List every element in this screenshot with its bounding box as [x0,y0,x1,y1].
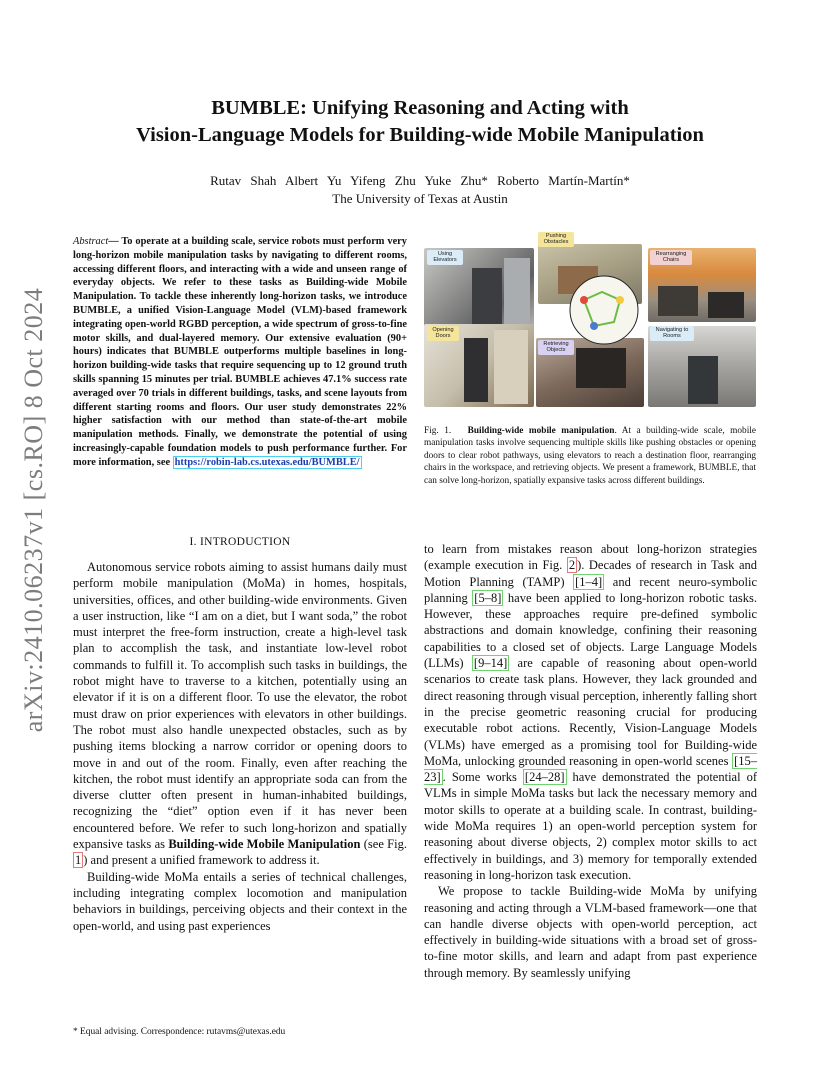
caption-label: Fig. 1. [424,426,452,436]
abstract [73,235,407,470]
citation-link[interactable]: [1–4] [575,574,603,589]
label-pushing-obstacles: Pushing Obstacles [538,232,574,247]
citation-link[interactable]: [5–8] [474,590,502,605]
intro-p1-mid: (see Fig. [360,837,407,852]
project-url-link[interactable]: https://robin-lab.cs.utexas.edu/BUMBLE/ [174,456,360,468]
label-opening-doors: Opening Doors [427,326,459,341]
affiliation: The University of Texas at Austin [332,191,508,206]
abstract-lead: Abstract [73,236,109,247]
teaser-figure [424,230,756,407]
title-line-2: Vision-Language Models for Building-wide Mobile Manipulation [136,124,704,146]
right-column-body [424,541,757,981]
arxiv-id-text: arXiv:2410.06237v1 [cs.RO] 8 Oct 2024 [19,287,48,733]
footnote: * Equal advising. Correspondence: rutavms@utexas.edu [73,1027,286,1037]
caption-title: Building-wide mobile manipulation [467,426,615,436]
intro-p3-c: and recent neuro-symbolic planning [424,574,757,605]
intro-paragraph-1 [73,559,407,869]
section-heading-introduction: I. INTRODUCTION [189,536,291,548]
intro-p3-d: have been applied to long-horizon robotic tasks. However, these approaches require pre-defined symbolic abstractions and domain knowledge, confining their reasoning capabilities to a closed set of objects. Large Language Models (LLMs) [424,590,757,671]
skill-graph-diagram [564,270,644,350]
citation-link[interactable]: [9–14] [473,656,508,671]
label-navigating-rooms: Navigating to Rooms [650,326,694,341]
fig2-reference-link[interactable]: 2 [568,558,576,573]
intro-p3-a: to learn from mistakes reason about long-horizon strategies (example execution in Fig. [424,542,757,573]
fig1-reference-link[interactable]: 1 [75,853,82,868]
intro-p1-bold: Building-wide Mobile Manipulation [168,837,361,852]
intro-p3-f: . Some works [442,770,523,785]
paper-title [80,95,760,149]
label-rearranging-chairs: Rearranging Chairs [650,250,692,265]
intro-p3-g: have demonstrated the potential of VLMs in simple MoMa tasks but lack the necessary memory and motor skills to operate at a building scale. In contrast, building-wide MoMa requires 1) an open-world perception system for reasoning about diverse objects, 2) complex motor skills to act effectively in buildings, and 3) memory for temporally extended reasoning in long-horizon task execution. [424,770,758,882]
author-list: Rutav Shah Albert Yu Yifeng Zhu Yuke Zhu* Roberto Martín-Martín* [210,173,630,188]
intro-p3-e: are capable of reasoning about open-world scenarios to create task plans. However, they lack grounded and direct reasoning through visual perception, inherently falling short in the precise geometric reasoning crucial for producing executable robot actions. Recently, Vision-Language Models (VLMs) have emerged as a promising tool for Building-wide MoMa, unlocking grounded reasoning in open-world scenes [424,656,758,768]
label-using-elevators: Using Elevators [427,250,463,265]
title-line-1: BUMBLE: Unifying Reasoning and Acting with [211,97,629,119]
left-column-body [73,559,407,934]
citation-link[interactable]: [24–28] [524,770,565,785]
citation-link[interactable]: [15–23] [424,753,757,785]
intro-paragraph-4: We propose to tackle Building-wide MoMa by unifying reasoning and acting through a VLM-based framework—one that can handle diverse objects with open-world perception, act effectively in building-wide situations with a broad set of gross-to-fine motor skills, and learn and adapt from past experience through memory. By seamlessly unifying [424,884,757,980]
intro-paragraph-3 [424,541,757,883]
abstract-text: — To operate at a building scale, service robots must perform very long-horizon mobile manipulation tasks by navigating to different rooms, accessing different floors, and interacting with a wide and unseen range of everyday objects. We refer to these tasks as Building-wide Mobile Manipulation. To tackle these inherently long-horizon tasks, we introduce BUMBLE, a unified Vision-Language Model (VLM)-based framework integrating open-world RGBD perception, a wide spectrum of gross-to-fine motor skills, and dual-layered memory. Our extensive evaluation (90+ hours) indicates that BUMBLE outperforms multiple baselines in long-horizon building-wide tasks that require sequencing up to 12 ground truth skills spanning 15 minutes per trial. BUMBLE achieves 47.1% success rate averaged over 70 trials in different buildings, tasks, and scene layouts from different starting rooms and floors. Our user study demonstrates 22% higher satisfaction with our method than state-of-the-art mobile manipulation methods. Finally, we demonstrate the potential of using increasingly-capable foundation models to push performance further. For more information, see [73,236,407,468]
intro-paragraph-2: Building-wide MoMa entails a series of technical challenges, including integrating complex locomotion and manipulation behaviors in buildings, perceiving objects and their context in the open-world, and using past experiences [73,869,407,933]
intro-p1-text: Autonomous service robots aiming to assist humans daily must perform mobile manipulation (MoMa) in homes, hospitals, universities, offices, and other building-wide environments. Given a user instruction, like “I am on a diet, but I want soda,” the robot must interpret the free-form instruction, create a high-level task plan to accomplish the task, and instantiate low-level robot commands to fulfill it. To accomplish such tasks in buildings, the robot might have to traverse to a kitchen, potentially using an elevator if it is on a different floor. To use the elevator, the robot must draw on prior experiences with elevators in other buildings. The robot must also handle unexpected obstacles, such as by pushing items blocking a narrow corridor or opening doors to move in and out of the room. Finally, even after reaching the kitchen, the robot must identify an appropriate soda can from the diverse clutter often present in human-inhabited buildings, recognizing the “diet” option even if it has never been encountered before. We refer to such long-horizon and spatially expansive tasks as [73,560,407,852]
intro-p1-end: ) and present a unified framework to address it. [83,853,320,868]
figure-caption [424,425,756,487]
arxiv-identifier [14,287,54,733]
intro-p3-b: ). Decades of research in Task and Motion Planning (TAMP) [424,558,757,589]
caption-text: . At a building-wide scale, mobile manipulation tasks involve sequencing multiple skills like pushing obstacles or opening doors to clear robot pathways, using elevators to reach a destination floor, rearranging chairs in the workspace, and retrieving objects. We present a framework, BUMBLE, that can solve long-horizon, spatially expansive tasks across different buildings. [424,426,756,486]
label-retrieving-objects: Retrieving Objects [538,340,574,355]
